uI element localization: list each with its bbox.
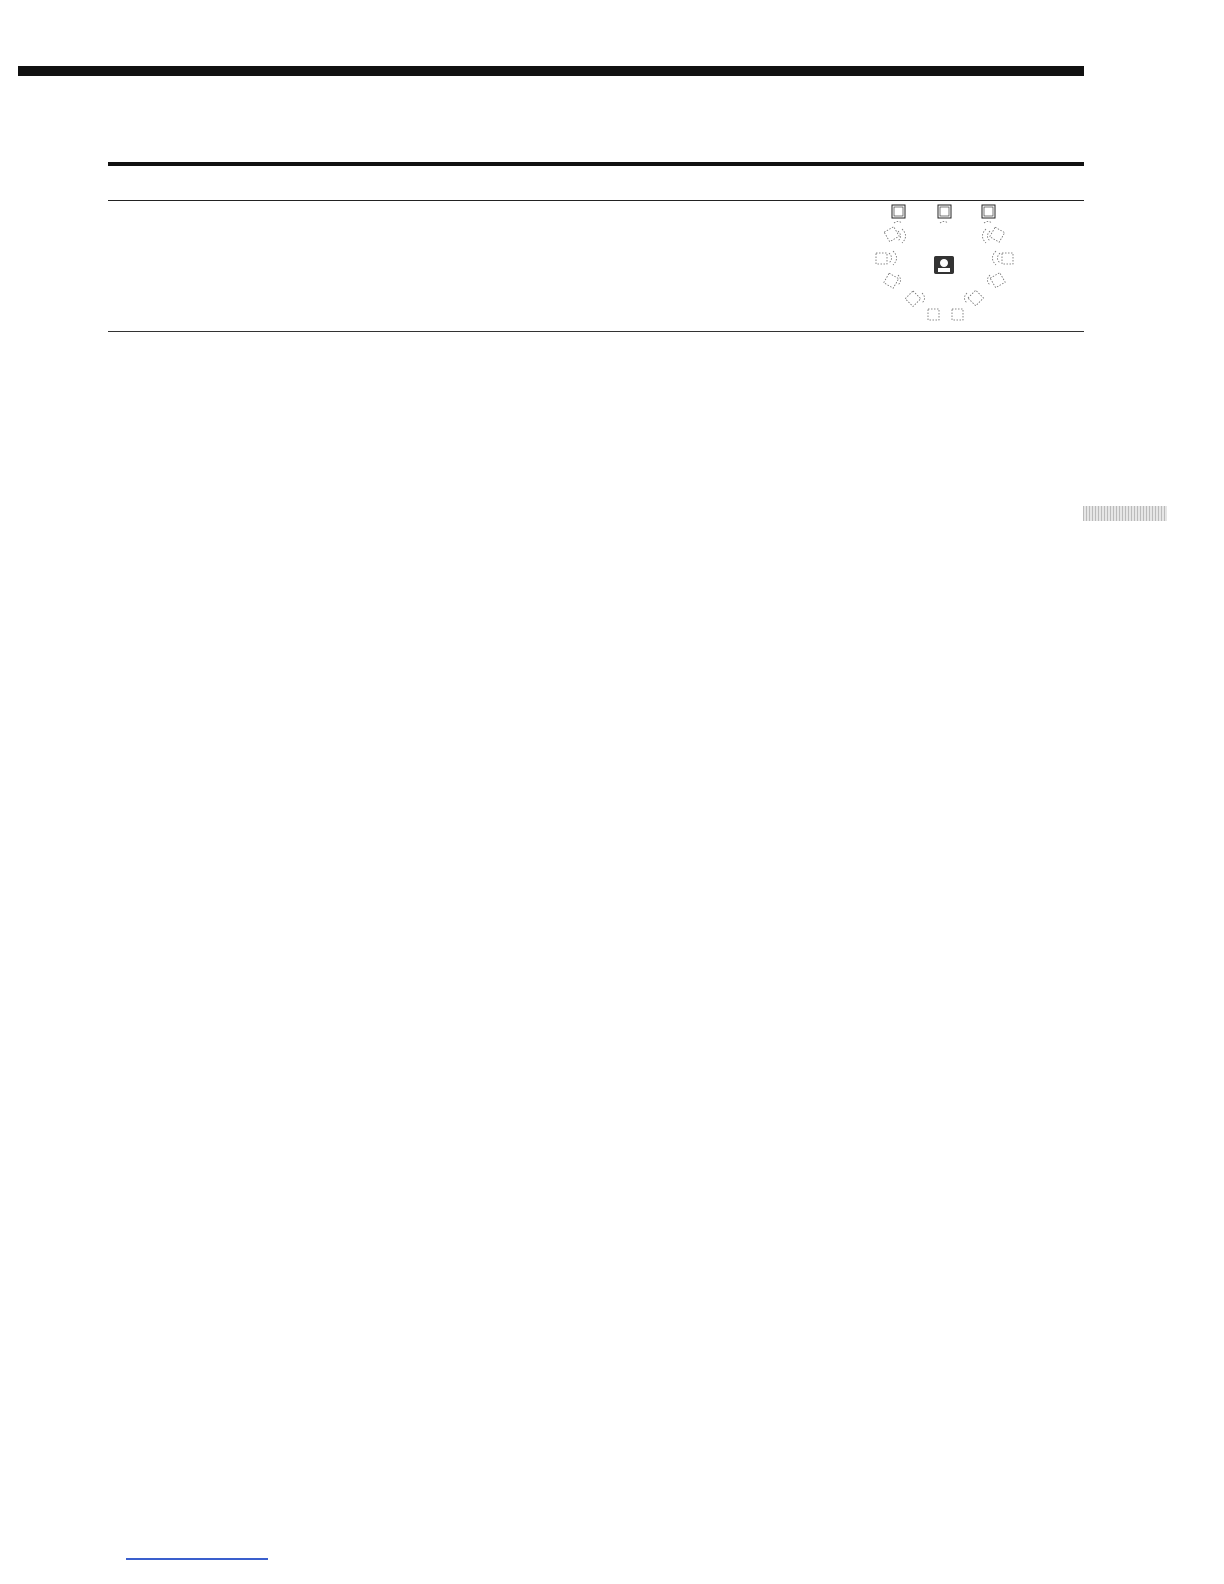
front-center-speaker-icon <box>938 205 951 218</box>
bottom-link-line <box>126 1558 268 1560</box>
top-rule <box>18 66 1084 76</box>
semi-cinema-group <box>108 201 1084 332</box>
listener-icon <box>934 256 954 274</box>
front-right-speaker-icon <box>982 205 995 218</box>
table-header <box>108 166 1084 201</box>
virtual-speaker-layout-icon <box>872 201 1022 331</box>
section-tab-marker <box>1083 506 1167 521</box>
semi-rows <box>108 201 809 331</box>
sound-field-table <box>108 162 1084 332</box>
front-left-speaker-icon <box>892 205 905 218</box>
speaker-diagram <box>809 201 1084 331</box>
